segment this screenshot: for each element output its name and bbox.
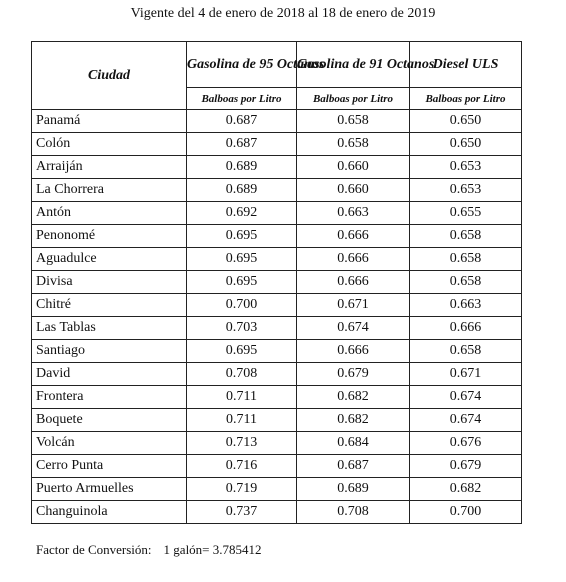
gasoline-91-price: 0.666	[297, 225, 410, 248]
gasoline-91-price: 0.687	[297, 455, 410, 478]
table-row	[32, 340, 522, 363]
diesel-uls-price: 0.655	[410, 202, 522, 225]
city-cell: Volcán	[32, 432, 187, 455]
gasoline-95-price: 0.719	[187, 478, 297, 501]
gasoline-91-price: 0.666	[297, 340, 410, 363]
header-diesel-uls: Diesel ULS	[410, 42, 522, 88]
diesel-uls-price: 0.671	[410, 363, 522, 386]
table-header-row	[32, 42, 522, 88]
diesel-uls-price: 0.653	[410, 179, 522, 202]
table-row	[32, 455, 522, 478]
diesel-uls-price: 0.679	[410, 455, 522, 478]
table-row	[32, 409, 522, 432]
table-caption: Vigente del 4 de enero de 2018 al 18 de enero de 2019	[130, 6, 436, 21]
gasoline-91-price: 0.663	[297, 202, 410, 225]
gasoline-95-price: 0.695	[187, 225, 297, 248]
gasoline-91-price: 0.684	[297, 432, 410, 455]
city-cell: Boquete	[32, 409, 187, 432]
diesel-uls-price: 0.653	[410, 156, 522, 179]
city-cell: Antón	[32, 202, 187, 225]
diesel-uls-price: 0.650	[410, 133, 522, 156]
gasoline-91-price: 0.682	[297, 386, 410, 409]
city-cell: Divisa	[32, 271, 187, 294]
table-row	[32, 133, 522, 156]
diesel-uls-price: 0.674	[410, 386, 522, 409]
gasoline-91-price: 0.660	[297, 156, 410, 179]
city-cell: Colón	[32, 133, 187, 156]
diesel-uls-price: 0.658	[410, 225, 522, 248]
gasoline-91-price: 0.708	[297, 501, 410, 524]
table-row	[32, 110, 522, 133]
gasoline-91-price: 0.682	[297, 409, 410, 432]
header-gasoline-91: Gasolina de 91 Octanos	[297, 42, 410, 88]
diesel-uls-price: 0.658	[410, 271, 522, 294]
gasoline-91-price: 0.666	[297, 248, 410, 271]
table-row	[32, 317, 522, 340]
diesel-uls-price: 0.676	[410, 432, 522, 455]
city-cell: La Chorrera	[32, 179, 187, 202]
table-row	[32, 501, 522, 524]
gasoline-95-price: 0.695	[187, 271, 297, 294]
table-row	[32, 386, 522, 409]
gasoline-95-price: 0.689	[187, 156, 297, 179]
conversion-factor-label: Factor de Conversión:	[36, 542, 152, 557]
table-row	[32, 202, 522, 225]
diesel-uls-price: 0.674	[410, 409, 522, 432]
gasoline-91-price: 0.658	[297, 110, 410, 133]
city-cell: Las Tablas	[32, 317, 187, 340]
conversion-factor-value: 1 galón= 3.785412	[163, 542, 262, 557]
diesel-uls-price: 0.658	[410, 248, 522, 271]
gasoline-95-price: 0.708	[187, 363, 297, 386]
gasoline-91-price: 0.674	[297, 317, 410, 340]
unit-gasoline-91: Balboas por Litro	[297, 88, 410, 110]
gasoline-91-price: 0.679	[297, 363, 410, 386]
table-body	[32, 110, 522, 524]
gasoline-95-price: 0.689	[187, 179, 297, 202]
gasoline-95-price: 0.737	[187, 501, 297, 524]
gasoline-95-price: 0.711	[187, 386, 297, 409]
table-row	[32, 363, 522, 386]
gasoline-95-price: 0.703	[187, 317, 297, 340]
table-row	[32, 478, 522, 501]
diesel-uls-price: 0.663	[410, 294, 522, 317]
diesel-uls-price: 0.650	[410, 110, 522, 133]
gasoline-95-price: 0.695	[187, 340, 297, 363]
gasoline-95-price: 0.716	[187, 455, 297, 478]
header-gasoline-95: Gasolina de 95 Octanos	[187, 42, 297, 88]
table-row	[32, 179, 522, 202]
gasoline-95-price: 0.700	[187, 294, 297, 317]
diesel-uls-price: 0.682	[410, 478, 522, 501]
unit-diesel-uls: Balboas por Litro	[410, 88, 522, 110]
diesel-uls-price: 0.666	[410, 317, 522, 340]
diesel-uls-price: 0.700	[410, 501, 522, 524]
gasoline-91-price: 0.689	[297, 478, 410, 501]
table-row	[32, 271, 522, 294]
gasoline-95-price: 0.713	[187, 432, 297, 455]
table-row	[32, 225, 522, 248]
gasoline-91-price: 0.658	[297, 133, 410, 156]
city-cell: Puerto Armuelles	[32, 478, 187, 501]
conversion-factor	[36, 541, 262, 559]
city-cell: Penonomé	[32, 225, 187, 248]
table-row	[32, 248, 522, 271]
table-row	[32, 294, 522, 317]
city-cell: Santiago	[32, 340, 187, 363]
header-city: Ciudad	[32, 42, 187, 110]
gasoline-95-price: 0.687	[187, 110, 297, 133]
city-cell: Aguadulce	[32, 248, 187, 271]
table-row	[32, 432, 522, 455]
gasoline-91-price: 0.671	[297, 294, 410, 317]
gasoline-95-price: 0.695	[187, 248, 297, 271]
city-cell: Chitré	[32, 294, 187, 317]
city-cell: Changuinola	[32, 501, 187, 524]
gasoline-91-price: 0.666	[297, 271, 410, 294]
diesel-uls-price: 0.658	[410, 340, 522, 363]
gasoline-95-price: 0.692	[187, 202, 297, 225]
city-cell: Panamá	[32, 110, 187, 133]
fuel-price-table	[31, 41, 522, 524]
gasoline-91-price: 0.660	[297, 179, 410, 202]
city-cell: Cerro Punta	[32, 455, 187, 478]
city-cell: Arraiján	[32, 156, 187, 179]
unit-gasoline-95: Balboas por Litro	[187, 88, 297, 110]
city-cell: David	[32, 363, 187, 386]
table-row	[32, 156, 522, 179]
gasoline-95-price: 0.687	[187, 133, 297, 156]
city-cell: Frontera	[32, 386, 187, 409]
gasoline-95-price: 0.711	[187, 409, 297, 432]
